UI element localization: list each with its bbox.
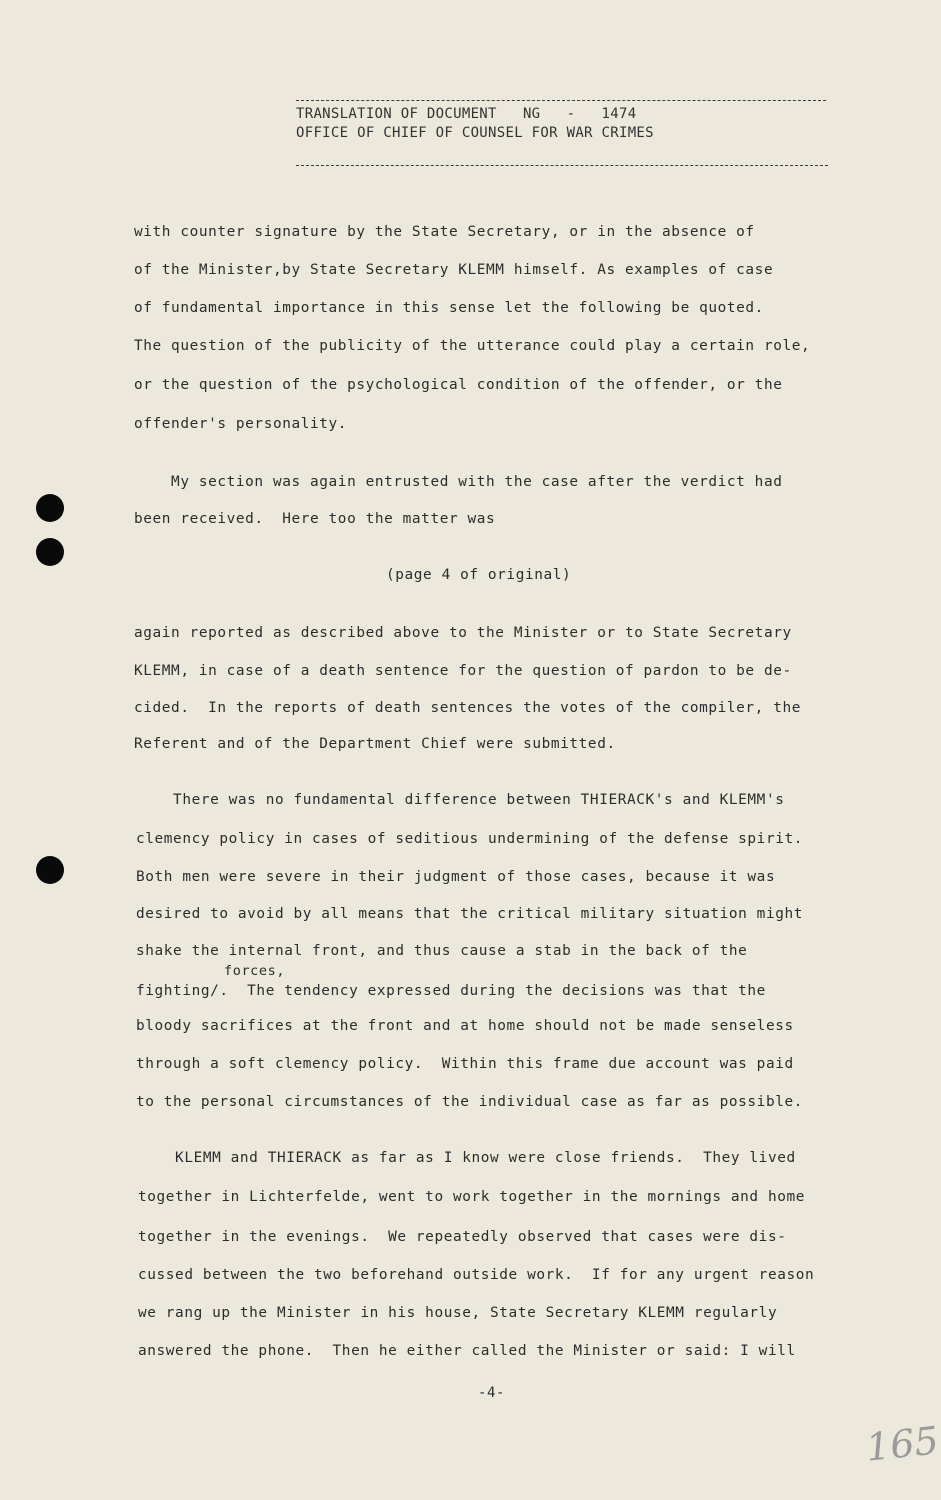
text-line: shake the internal front, and thus cause a stab in the back of the — [136, 943, 748, 959]
text-line: answered the phone. Then he either called the Minister or said: I will — [138, 1343, 796, 1359]
text-line: again reported as described above to the Minister or to State Secretary — [134, 625, 792, 641]
text-line: The question of the publicity of the utterance could play a certain role, — [134, 338, 811, 354]
text-line: fighting/. The tendency expressed during the decisions was that the — [136, 983, 766, 999]
text-line: of fundamental importance in this sense let the following be quoted. — [134, 300, 764, 316]
punch-hole — [36, 538, 64, 566]
text-line: clemency policy in cases of seditious undermining of the defense spirit. — [136, 831, 803, 847]
text-line: of the Minister,by State Secretary KLEMM himself. As examples of case — [134, 262, 774, 278]
text-line: KLEMM, in case of a death sentence for the question of pardon to be de- — [134, 663, 792, 679]
text-line: to the personal circumstances of the individual case as far as possible. — [136, 1094, 803, 1110]
header-bottom-rule — [296, 165, 828, 166]
punch-hole — [36, 494, 64, 522]
header-office: OFFICE OF CHIEF OF COUNSEL FOR WAR CRIMES — [296, 125, 654, 141]
interlinear-insertion: forces, — [224, 963, 286, 979]
text-line: Referent and of the Department Chief were submitted. — [134, 736, 616, 752]
handwritten-folio-number: 165 — [863, 1418, 941, 1470]
text-line: with counter signature by the State Secretary, or in the absence of — [134, 224, 755, 240]
header-title: TRANSLATION OF DOCUMENT NG - 1474 — [296, 106, 637, 122]
punch-hole — [36, 856, 64, 884]
text-line: been received. Here too the matter was — [134, 511, 496, 527]
text-line: we rang up the Minister in his house, State Secretary KLEMM regularly — [138, 1305, 778, 1321]
text-line: bloody sacrifices at the front and at home should not be made senseless — [136, 1018, 794, 1034]
text-line: There was no fundamental difference between THIERACK's and KLEMM's — [136, 792, 785, 808]
text-line: KLEMM and THIERACK as far as I know were close friends. They lived — [138, 1150, 796, 1166]
page-number: -4- — [478, 1385, 506, 1401]
text-line: Both men were severe in their judgment of those cases, because it was — [136, 869, 776, 885]
text-line: together in Lichterfelde, went to work together in the mornings and home — [138, 1189, 805, 1205]
text-line: cussed between the two beforehand outside work. If for any urgent reason — [138, 1267, 815, 1283]
page-reference: (page 4 of original) — [386, 567, 572, 583]
text-line: My section was again entrusted with the case after the verdict had — [134, 474, 783, 490]
text-line: offender's personality. — [134, 416, 348, 432]
text-line: together in the evenings. We repeatedly observed that cases were dis- — [138, 1229, 787, 1245]
document-header — [296, 100, 826, 166]
text-line: desired to avoid by all means that the critical military situation might — [136, 906, 803, 922]
header-top-rule — [296, 100, 826, 101]
text-line: cided. In the reports of death sentences the votes of the compiler, the — [134, 700, 801, 716]
text-line: or the question of the psychological condition of the offender, or the — [134, 377, 783, 393]
text-line: through a soft clemency policy. Within this frame due account was paid — [136, 1056, 794, 1072]
